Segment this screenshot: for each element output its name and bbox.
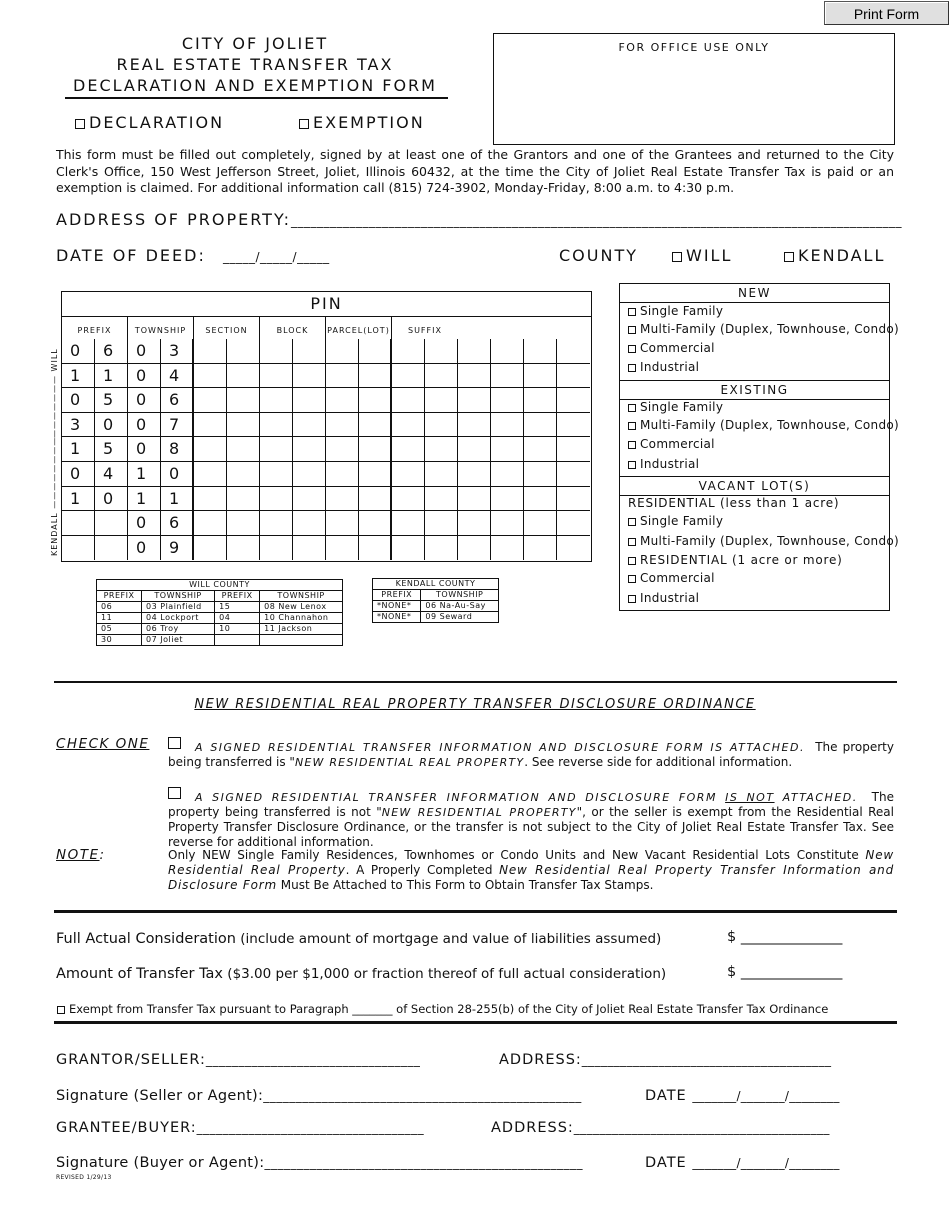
full-consideration-label: Full Actual Consideration (include amount of mortgage and value of liabilities assumed) <box>56 931 662 947</box>
pin-cell[interactable]: 0 <box>128 364 161 389</box>
will-checkbox[interactable] <box>672 252 682 262</box>
pin-cell[interactable]: 0 <box>95 487 128 512</box>
col-header: PREFIX <box>215 591 260 602</box>
pin-cell[interactable]: 0 <box>62 388 95 413</box>
pin-cell[interactable] <box>260 437 293 462</box>
pin-cell[interactable] <box>392 536 425 561</box>
existing-section-title: EXISTING <box>620 380 889 400</box>
existing-commercial[interactable]: Commercial <box>628 437 715 451</box>
pin-cell[interactable] <box>425 536 458 561</box>
pin-group-header: SUFFIX <box>408 326 442 335</box>
grantee-field[interactable]: ___________________________________ <box>196 1121 425 1135</box>
disclosure-title: NEW RESIDENTIAL REAL PROPERTY TRANSFER DISCLOSURE ORDINANCE <box>194 697 756 712</box>
pin-cell[interactable]: 0 <box>128 413 161 438</box>
pin-cell[interactable] <box>293 339 326 364</box>
county-kendall-option[interactable]: KENDALL <box>784 246 885 265</box>
will-county-table <box>96 579 343 646</box>
property-type-box <box>619 283 900 611</box>
pin-cell[interactable] <box>227 339 260 364</box>
pin-cell[interactable]: 0 <box>95 413 128 438</box>
checkbox[interactable] <box>628 345 636 353</box>
pin-cell[interactable] <box>293 413 326 438</box>
pin-cell[interactable] <box>557 339 590 364</box>
pin-cell[interactable]: 0 <box>62 462 95 487</box>
not-attached-checkbox[interactable] <box>168 787 181 799</box>
pin-cell[interactable] <box>392 364 425 389</box>
pin-cell[interactable] <box>491 339 524 364</box>
pin-cell[interactable] <box>458 413 491 438</box>
pin-cell[interactable] <box>326 462 359 487</box>
pin-cell[interactable] <box>392 487 425 512</box>
kendall-checkbox[interactable] <box>784 252 794 262</box>
pin-cell[interactable] <box>524 437 557 462</box>
address-label: ADDRESS OF PROPERTY: <box>56 210 291 229</box>
pin-cell[interactable] <box>557 437 590 462</box>
pin-cell[interactable]: 1 <box>95 364 128 389</box>
pin-cell[interactable] <box>293 511 326 536</box>
intro-paragraph: This form must be filled out completely, signed by at least one of the Grantors and one of the Grantees and returned to the City Clerk's Office, 150 West Jefferson Street, Joliet, Illinois 60432, at the time the City of Joliet Real Estate Transfer Tax is paid or an exemption is claimed. For additional information call (815) 724-3902, Monday-Friday, 8:00 a.m. to 4:30 p.m. <box>56 147 894 195</box>
pin-cell[interactable] <box>194 388 227 413</box>
pin-cell[interactable] <box>326 536 359 561</box>
pin-cell[interactable]: 1 <box>161 487 194 512</box>
pin-cell[interactable] <box>359 388 392 413</box>
pin-cell[interactable] <box>524 388 557 413</box>
pin-cell[interactable] <box>293 437 326 462</box>
transfer-tax-field[interactable]: $ ______________ <box>727 964 843 980</box>
deed-date-label: DATE OF DEED: <box>56 246 206 265</box>
form-header <box>60 33 450 96</box>
pin-cell[interactable] <box>293 487 326 512</box>
pin-cell[interactable] <box>557 487 590 512</box>
pin-cell[interactable] <box>359 487 392 512</box>
pin-cell[interactable] <box>62 536 95 561</box>
pin-cell[interactable] <box>326 364 359 389</box>
address-row <box>56 210 902 229</box>
will-county-title: WILL COUNTY <box>97 580 343 591</box>
pin-cell[interactable] <box>260 413 293 438</box>
pin-cell[interactable]: 8 <box>161 437 194 462</box>
pin-title: PIN <box>62 292 591 317</box>
pin-grid <box>61 291 592 562</box>
pin-cell[interactable] <box>293 364 326 389</box>
address-field[interactable]: ______________________________________________________________________________________________ <box>290 214 902 228</box>
pin-cell[interactable] <box>524 339 557 364</box>
pin-cell[interactable] <box>425 462 458 487</box>
pin-cell[interactable] <box>458 388 491 413</box>
side-kendall-label: KENDALL ———————— <box>50 436 59 556</box>
pin-cell[interactable]: 5 <box>95 388 128 413</box>
pin-cell[interactable] <box>260 364 293 389</box>
pin-cell[interactable] <box>458 364 491 389</box>
pin-cell[interactable] <box>359 413 392 438</box>
pin-cell[interactable]: 6 <box>161 511 194 536</box>
deed-date-field[interactable]: _____/_____/_____ <box>223 250 330 264</box>
checkbox[interactable] <box>628 461 636 469</box>
grantor-row <box>56 1052 420 1068</box>
pin-cell[interactable] <box>524 536 557 561</box>
vacant-single-family[interactable]: Single Family <box>628 514 723 528</box>
pin-cell[interactable] <box>62 511 95 536</box>
col-header: PREFIX <box>97 591 142 602</box>
exempt-option[interactable]: Exempt from Transfer Tax pursuant to Paragraph _______ of Section 28-255(b) of the City of Joliet Real Estate Transfer Tax Ordinance <box>57 1002 828 1016</box>
grantor-field[interactable]: _________________________________ <box>205 1053 421 1067</box>
pin-cell[interactable] <box>524 462 557 487</box>
pin-cell[interactable] <box>359 437 392 462</box>
declaration-checkbox[interactable] <box>75 119 85 129</box>
office-use-title: FOR OFFICE USE ONLY <box>618 41 770 54</box>
pin-cell[interactable] <box>227 511 260 536</box>
col-header: TOWNSHIP <box>260 591 343 602</box>
pin-cell[interactable] <box>260 462 293 487</box>
disclosure-option-attached: A SIGNED RESIDENTIAL TRANSFER INFORMATION AND DISCLOSURE FORM IS ATTACHED. The property being transferred is "NEW RESIDENTIAL REAL PROPERTY. See reverse side for additional information. <box>168 737 894 770</box>
pin-cell[interactable] <box>392 462 425 487</box>
pin-cell[interactable]: 0 <box>128 511 161 536</box>
pin-cell[interactable] <box>359 536 392 561</box>
pin-cell[interactable] <box>491 388 524 413</box>
pin-cell[interactable] <box>458 511 491 536</box>
section-divider <box>54 681 897 683</box>
new-section-title: NEW <box>620 284 889 303</box>
pin-group-header: SECTION <box>194 316 260 339</box>
table-row: 05 06 Troy 10 11 Jackson <box>97 624 343 635</box>
county-will-option[interactable]: WILL <box>672 246 732 265</box>
pin-cell[interactable] <box>458 437 491 462</box>
vacant-section-title: VACANT LOT(S) <box>620 476 889 496</box>
pin-cell[interactable] <box>524 487 557 512</box>
col-header: TOWNSHIP <box>421 590 499 601</box>
table-row: 30 07 Joliet <box>97 635 343 646</box>
pin-cell[interactable] <box>392 388 425 413</box>
pin-cell[interactable] <box>557 388 590 413</box>
table-row: 06 03 Plainfield 15 08 New Lenox <box>97 602 343 613</box>
checkbox[interactable] <box>628 575 636 583</box>
checkbox[interactable] <box>628 441 636 449</box>
seller-date-row <box>645 1088 840 1104</box>
pin-cell[interactable] <box>260 487 293 512</box>
table-row: *NONE* 06 Na-Au-Say <box>373 601 499 612</box>
header-line3: DECLARATION AND EXEMPTION FORM <box>73 76 437 95</box>
pin-cell[interactable] <box>491 462 524 487</box>
pin-cell[interactable] <box>326 487 359 512</box>
pin-cell[interactable]: 7 <box>161 413 194 438</box>
pin-cell[interactable] <box>194 536 227 561</box>
pin-cell[interactable] <box>359 511 392 536</box>
existing-multi-family[interactable]: Multi-Family (Duplex, Townhouse, Condo) <box>628 418 899 432</box>
pin-cell[interactable] <box>491 364 524 389</box>
checkbox[interactable] <box>628 557 636 565</box>
checkbox[interactable] <box>628 326 636 334</box>
pin-cell[interactable] <box>524 364 557 389</box>
grantee-address-row <box>491 1120 830 1136</box>
checkbox[interactable] <box>628 308 636 316</box>
pin-cell[interactable] <box>326 413 359 438</box>
address-label: ADDRESS: <box>499 1052 582 1068</box>
col-header: PREFIX <box>373 590 421 601</box>
pin-cell[interactable]: 1 <box>62 364 95 389</box>
pin-cell[interactable] <box>392 413 425 438</box>
grantor-address-row <box>499 1052 831 1068</box>
pin-cell[interactable] <box>293 462 326 487</box>
pin-cell[interactable] <box>557 364 590 389</box>
pin-cell[interactable] <box>557 462 590 487</box>
pin-cell[interactable] <box>95 536 128 561</box>
pin-cell[interactable]: 1 <box>128 487 161 512</box>
pin-cell[interactable] <box>392 437 425 462</box>
buyer-signature-field[interactable]: _________________________________________________ <box>264 1156 583 1170</box>
pin-cell[interactable] <box>491 536 524 561</box>
pin-cell[interactable] <box>425 413 458 438</box>
pin-cell[interactable] <box>326 388 359 413</box>
pin-cell[interactable] <box>491 487 524 512</box>
full-consideration-field[interactable]: $ ______________ <box>727 929 843 945</box>
pin-cell[interactable] <box>260 536 293 561</box>
pin-cell[interactable]: 6 <box>95 339 128 364</box>
pin-cell[interactable]: 0 <box>128 437 161 462</box>
pin-cell[interactable] <box>491 511 524 536</box>
declaration-option[interactable]: DECLARATION <box>75 113 224 132</box>
pin-cell[interactable] <box>227 437 260 462</box>
pin-cell[interactable] <box>458 339 491 364</box>
pin-cell[interactable] <box>425 339 458 364</box>
transfer-tax-label: Amount of Transfer Tax ($3.00 per $1,000 or fraction thereof of full actual consideration) <box>56 966 667 982</box>
pin-cell[interactable] <box>425 437 458 462</box>
print-form-button[interactable]: Print Form <box>824 1 949 25</box>
checkbox[interactable] <box>628 404 636 412</box>
pin-cell[interactable] <box>194 339 227 364</box>
pin-cell[interactable] <box>524 413 557 438</box>
pin-cell[interactable]: 1 <box>62 487 95 512</box>
pin-cell[interactable]: 5 <box>95 437 128 462</box>
pin-cell[interactable]: 3 <box>62 413 95 438</box>
pin-cell[interactable]: 0 <box>161 462 194 487</box>
date-label: DATE <box>645 1088 687 1104</box>
pin-cell[interactable] <box>260 511 293 536</box>
pin-cell[interactable] <box>95 511 128 536</box>
grantee-label: GRANTEE/BUYER: <box>56 1120 197 1136</box>
pin-cell[interactable] <box>524 511 557 536</box>
address-label: ADDRESS: <box>491 1120 574 1136</box>
attached-checkbox[interactable] <box>168 737 181 749</box>
header-line2: REAL ESTATE TRANSFER TAX <box>116 55 394 74</box>
grantee-address-field[interactable]: ________________________________________ <box>573 1121 830 1135</box>
pin-cell[interactable] <box>260 388 293 413</box>
disclosure-option-not-attached: A SIGNED RESIDENTIAL TRANSFER INFORMATION AND DISCLOSURE FORM IS NOT ATTACHED. The property being transferred is not "NEW RESIDENTIAL PROPERTY", or the seller is exempt from the Residential Real Property Transfer Disclosure Ordinance, or the transfer is not subject to the City of Joliet Real Estate Transfer Tax. See reverse for additional information. <box>168 787 894 850</box>
pin-cell[interactable]: 4 <box>95 462 128 487</box>
grantor-label: GRANTOR/SELLER: <box>56 1052 206 1068</box>
pin-cell[interactable] <box>425 487 458 512</box>
pin-cell[interactable] <box>227 462 260 487</box>
buyer-date-field[interactable]: _______/_______/________ <box>692 1156 840 1170</box>
pin-cell[interactable] <box>326 437 359 462</box>
col-header: TOWNSHIP <box>142 591 215 602</box>
pin-cell[interactable] <box>227 536 260 561</box>
pin-cell[interactable] <box>227 388 260 413</box>
checkbox[interactable] <box>628 422 636 430</box>
vacant-residential-label: RESIDENTIAL (less than 1 acre) <box>628 496 840 510</box>
buyer-signature-label: Signature (Buyer or Agent): <box>56 1155 265 1171</box>
vacant-commercial[interactable]: Commercial <box>628 571 715 585</box>
pin-cell[interactable] <box>491 437 524 462</box>
pin-cell[interactable] <box>458 536 491 561</box>
pin-cell[interactable] <box>326 339 359 364</box>
pin-cell[interactable] <box>326 511 359 536</box>
exempt-checkbox[interactable] <box>57 1006 65 1014</box>
revised-date: REVISED 1/29/13 <box>56 1174 112 1181</box>
table-row: *NONE* 09 Seward <box>373 612 499 623</box>
seller-date-field[interactable]: _______/_______/________ <box>692 1089 840 1103</box>
new-industrial[interactable]: Industrial <box>628 360 699 374</box>
kendall-county-table <box>372 578 499 623</box>
pin-cell[interactable] <box>425 388 458 413</box>
pin-cell[interactable]: 0 <box>128 388 161 413</box>
pin-cell[interactable]: 4 <box>161 364 194 389</box>
pin-cell[interactable] <box>293 536 326 561</box>
pin-cell[interactable] <box>227 364 260 389</box>
exemption-checkbox[interactable] <box>299 119 309 129</box>
table-row: 11 04 Lockport 04 10 Channahon <box>97 613 343 624</box>
county-label: COUNTY <box>559 246 638 265</box>
checkbox[interactable] <box>628 538 636 546</box>
pin-group-header: PREFIX <box>62 316 128 339</box>
new-single-family[interactable]: Single Family <box>628 304 723 318</box>
pin-cell[interactable]: 0 <box>62 339 95 364</box>
pin-cell[interactable] <box>392 511 425 536</box>
pin-cell[interactable] <box>359 339 392 364</box>
header-underline <box>65 97 448 99</box>
pin-cell[interactable] <box>194 413 227 438</box>
office-use-box <box>493 33 895 145</box>
pin-cell[interactable] <box>425 511 458 536</box>
date-label: DATE <box>645 1155 687 1171</box>
pin-cell[interactable]: 0 <box>128 536 161 561</box>
pin-cell[interactable] <box>194 437 227 462</box>
kendall-county-title: KENDALL COUNTY <box>373 579 499 590</box>
pin-group-header: BLOCK <box>260 316 326 339</box>
header-line1: CITY OF JOLIET <box>181 34 329 53</box>
pin-cell[interactable] <box>359 462 392 487</box>
pin-group-header: TOWNSHIP <box>128 316 194 339</box>
existing-single-family[interactable]: Single Family <box>628 400 723 414</box>
pin-cell[interactable] <box>557 413 590 438</box>
pin-cell[interactable] <box>194 364 227 389</box>
section-divider <box>54 910 897 913</box>
grantor-address-field[interactable]: _______________________________________ <box>581 1053 832 1067</box>
pin-cell[interactable] <box>260 339 293 364</box>
buyer-date-row <box>645 1155 840 1171</box>
pin-cell[interactable]: 3 <box>161 339 194 364</box>
exemption-option[interactable]: EXEMPTION <box>299 113 425 132</box>
vacant-industrial[interactable]: Industrial <box>628 591 699 605</box>
pin-cell[interactable] <box>227 487 260 512</box>
pin-cell[interactable]: 1 <box>128 462 161 487</box>
pin-cell[interactable] <box>194 462 227 487</box>
pin-cell[interactable] <box>359 364 392 389</box>
pin-cell[interactable] <box>557 536 590 561</box>
vacant-multi-family[interactable]: Multi-Family (Duplex, Townhouse, Condo) <box>628 534 899 548</box>
side-will-label: ——————— WILL <box>50 348 59 438</box>
pin-cell[interactable]: 6 <box>161 388 194 413</box>
pin-cell[interactable] <box>194 511 227 536</box>
new-multi-family[interactable]: Multi-Family (Duplex, Townhouse, Condo) <box>628 322 899 336</box>
pin-cell[interactable]: 9 <box>161 536 194 561</box>
pin-cell[interactable] <box>293 388 326 413</box>
pin-cell[interactable] <box>194 487 227 512</box>
pin-group-header: PARCEL(LOT) <box>326 316 392 339</box>
seller-signature-row <box>56 1088 582 1104</box>
grantee-row <box>56 1120 424 1136</box>
note-label: NOTE: <box>56 847 106 863</box>
vacant-residential-large[interactable]: RESIDENTIAL (1 acre or more) <box>628 553 843 567</box>
new-commercial[interactable]: Commercial <box>628 341 715 355</box>
pin-cell[interactable] <box>425 364 458 389</box>
note-text: Only NEW Single Family Residences, Townhomes or Condo Units and New Vacant Residential Lots Constitute New Residential Real Property. A Properly Completed New Residential Real Property Transfer Information and Disclosure Form Must Be Attached to This Form to Obtain Transfer Tax Stamps. <box>168 848 894 892</box>
section-divider <box>54 1021 897 1024</box>
pin-cell[interactable] <box>392 339 425 364</box>
pin-cell[interactable] <box>227 413 260 438</box>
seller-signature-label: Signature (Seller or Agent): <box>56 1088 264 1104</box>
buyer-signature-row <box>56 1155 583 1171</box>
check-one-label: CHECK ONE <box>56 736 150 752</box>
existing-industrial[interactable]: Industrial <box>628 457 699 471</box>
checkbox[interactable] <box>628 595 636 603</box>
pin-cell[interactable] <box>458 462 491 487</box>
pin-cell[interactable]: 0 <box>128 339 161 364</box>
pin-cell[interactable] <box>458 487 491 512</box>
pin-cell[interactable] <box>491 413 524 438</box>
pin-cell[interactable]: 1 <box>62 437 95 462</box>
checkbox[interactable] <box>628 518 636 526</box>
seller-signature-field[interactable]: _________________________________________________ <box>263 1089 582 1103</box>
pin-cell[interactable] <box>557 511 590 536</box>
checkbox[interactable] <box>628 364 636 372</box>
